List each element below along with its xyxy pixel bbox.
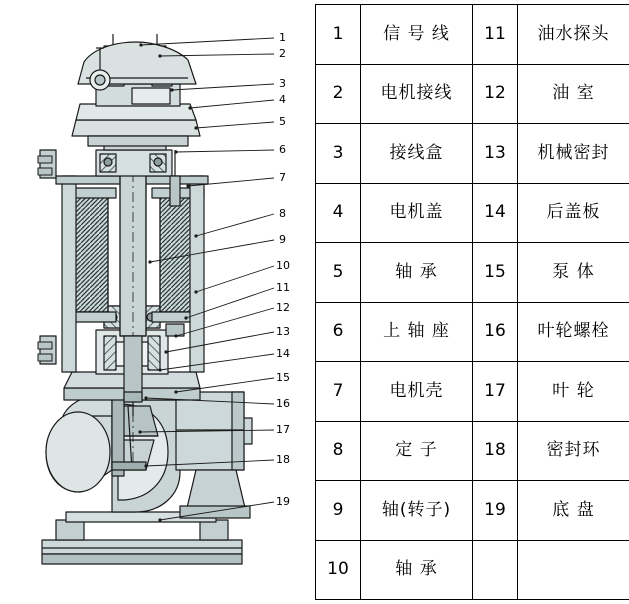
part-base-plate (42, 512, 242, 564)
row-number-left: 5 (316, 243, 361, 303)
callout-12: 12 (276, 301, 290, 314)
row-number-right: 13 (473, 124, 518, 184)
table-row (316, 124, 629, 184)
row-label-right: 油 室 (518, 64, 629, 124)
callout-17: 17 (276, 423, 290, 436)
row-number-right: 11 (473, 5, 518, 65)
row-label-left: 电机接线 (361, 64, 473, 124)
row-number-left: 1 (316, 5, 361, 65)
table-row (316, 421, 629, 481)
callout-19: 19 (276, 495, 290, 508)
part-seal-ring (112, 462, 146, 470)
row-number-right: 18 (473, 421, 518, 481)
table-row (316, 540, 629, 600)
row-number-left: 10 (316, 540, 361, 600)
row-number-right: 16 (473, 302, 518, 362)
row-label-left: 轴(转子) (361, 481, 473, 541)
callout-9: 9 (279, 233, 286, 246)
row-number-right: 17 (473, 362, 518, 422)
row-label-left: 接线盒 (361, 124, 473, 184)
callout-14: 14 (276, 347, 290, 360)
callout-7: 7 (279, 171, 286, 184)
table-row (316, 183, 629, 243)
callout-3: 3 (279, 77, 286, 90)
row-number-left: 6 (316, 302, 361, 362)
row-number-right: 19 (473, 481, 518, 541)
row-number-left: 3 (316, 124, 361, 184)
parts-legend-table (315, 4, 625, 600)
row-label-left: 电机壳 (361, 362, 473, 422)
row-label-left: 电机盖 (361, 183, 473, 243)
row-number-left: 7 (316, 362, 361, 422)
row-label-right: 叶轮螺栓 (518, 302, 629, 362)
row-label-left: 定 子 (361, 421, 473, 481)
callout-6: 6 (279, 143, 286, 156)
callout-18: 18 (276, 453, 290, 466)
callout-13: 13 (276, 325, 290, 338)
callout-16: 16 (276, 397, 290, 410)
callout-1: 1 (279, 31, 286, 44)
row-number-right: 12 (473, 64, 518, 124)
row-label-right: 叶 轮 (518, 362, 629, 422)
row-label-right: 油水探头 (518, 5, 629, 65)
row-number-left: 4 (316, 183, 361, 243)
callout-2: 2 (279, 47, 286, 60)
row-label-left: 轴 承 (361, 243, 473, 303)
row-number-right-empty (473, 540, 518, 600)
part-top-shell (78, 42, 196, 90)
callout-4: 4 (279, 93, 286, 106)
row-number-left: 2 (316, 64, 361, 124)
table-row (316, 481, 629, 541)
row-label-right-empty (518, 540, 629, 600)
table-row (316, 362, 629, 422)
row-label-right: 密封环 (518, 421, 629, 481)
row-label-right: 泵 体 (518, 243, 629, 303)
row-label-right: 后盖板 (518, 183, 629, 243)
row-number-right: 14 (473, 183, 518, 243)
callout-8: 8 (279, 207, 286, 220)
callout-15: 15 (276, 371, 290, 384)
part-motor-cover (72, 104, 200, 146)
row-label-left: 上 轴 座 (361, 302, 473, 362)
row-label-right: 底 盘 (518, 481, 629, 541)
row-number-left: 8 (316, 421, 361, 481)
table-row (316, 243, 629, 303)
table-row (316, 302, 629, 362)
pump-cutaway-drawing (0, 0, 312, 604)
callout-5: 5 (279, 115, 286, 128)
table-row (316, 64, 629, 124)
row-label-left: 轴 承 (361, 540, 473, 600)
row-label-right: 机械密封 (518, 124, 629, 184)
row-label-left: 信 号 线 (361, 5, 473, 65)
row-number-right: 15 (473, 243, 518, 303)
table-row (316, 5, 629, 65)
row-number-left: 9 (316, 481, 361, 541)
callout-11: 11 (276, 281, 290, 294)
callout-10: 10 (276, 259, 290, 272)
